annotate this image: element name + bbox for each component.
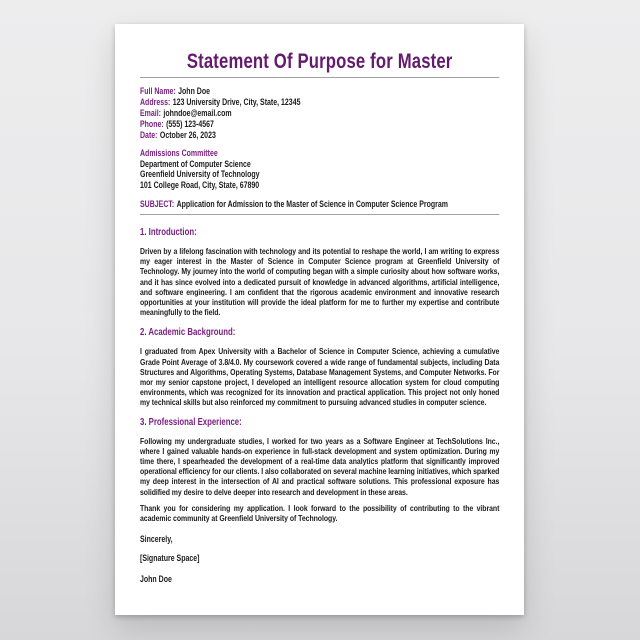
- section-body-professional-experience: Following my undergraduate studies, I worked for two years as a Software Engineer at TechSolutions Inc., where I gained valuable hands-on experience in full-stack development and system optimization. During my time there, I spearheaded the development of a real-time data analytics platform that significantly improved operational efficiency for our clients. I also collaborated on several machine learning initiatives, which sparked my deep interest in the intersection of AI and practical software solutions. This professional exposure has solidified my desire to delve deeper into research and development in these areas.: [140, 435, 500, 497]
- title-divider: [140, 77, 499, 78]
- contact-field-label: Full Name:: [140, 86, 176, 96]
- closing-sign-off: Sincerely,: [140, 534, 173, 545]
- subject-divider: [140, 214, 499, 215]
- recipient-block: [140, 148, 499, 190]
- contact-field-value: 123 University Drive, City, State, 12345: [172, 97, 301, 107]
- section-heading-professional-experience: 3. Professional Experience:: [140, 416, 242, 428]
- section-heading-academic-background: 2. Academic Background:: [140, 327, 236, 339]
- section-body-academic-background: I graduated from Apex University with a Bachelor of Science in Computer Science, achieving a cumulative Grade Point Average of 3.8/4.0. My coursework covered a wide range of fundamental subjects, including Data Structures and Algorithms, Operating Systems, Database Management Systems, and Computer Networks. For mor my senior capstone project, I developed an intelligent resource allocation system for cloud computing environments, which was recognized for its innovation and practical application. This project not only honed my technical skills but also reinforced my commitment to pursuing advanced studies in computer science.: [140, 346, 500, 408]
- subject-line: [140, 199, 499, 210]
- section-heading-introduction: 1. Introduction:: [140, 227, 197, 238]
- recipient-line: Greenfield University of Technology: [140, 169, 260, 179]
- contact-field-value: John Doe: [178, 86, 210, 96]
- sop-document-page: [115, 24, 524, 615]
- contact-address: [140, 97, 499, 108]
- contact-field-value: johndoe@email.com: [163, 108, 232, 118]
- contact-email: [140, 108, 499, 119]
- recipient-line: Department of Computer Science: [140, 158, 251, 169]
- contact-field-label: Address:: [140, 97, 171, 107]
- signature-space-placeholder: [Signature Space]: [140, 553, 200, 564]
- recipient-line: 101 College Road, City, State, 67890: [140, 179, 260, 190]
- signer-name: John Doe: [140, 573, 172, 584]
- contact-phone: [140, 119, 499, 130]
- subject-value: Application for Admission to the Master of Science in Computer Science Program: [176, 199, 448, 209]
- closing-thanks-paragraph: Thank you for considering my application. I look forward to the possibility of contributing to the vibrant academic community at Greenfield University of Technology.: [140, 502, 500, 524]
- contact-field-label: Phone:: [140, 119, 164, 129]
- section-body-introduction: Driven by a lifelong fascination with technology and its potential to reshape the world, I am writing to express my eager interest in the Master of Science in Computer Science program at Greenfield University of Technology. My journey into the world of computing began with a simple curiosity about how software works, and it has since evolved into a dedicated pursuit of knowledge in advanced algorithms, artificial intelligence, and software engineering. I am confident that the rigorous academic environment and innovative research opportunities at your institution will provide the ideal platform for me to further my expertise and contribute meaningfully to the field.: [140, 246, 500, 318]
- document-title: Statement Of Purpose for Master: [186, 50, 453, 73]
- subject-label: SUBJECT:: [140, 199, 175, 209]
- recipient-heading: Admissions Committee: [140, 148, 218, 158]
- contact-field-value: October 26, 2023: [159, 130, 216, 140]
- sender-contact-block: [140, 86, 499, 141]
- contact-date: [140, 130, 499, 141]
- contact-field-value: (555) 123-4567: [166, 119, 214, 129]
- contact-field-label: Email:: [140, 108, 161, 118]
- contact-field-label: Date:: [140, 130, 158, 140]
- contact-full-name: [140, 86, 499, 97]
- document-content: [140, 24, 499, 584]
